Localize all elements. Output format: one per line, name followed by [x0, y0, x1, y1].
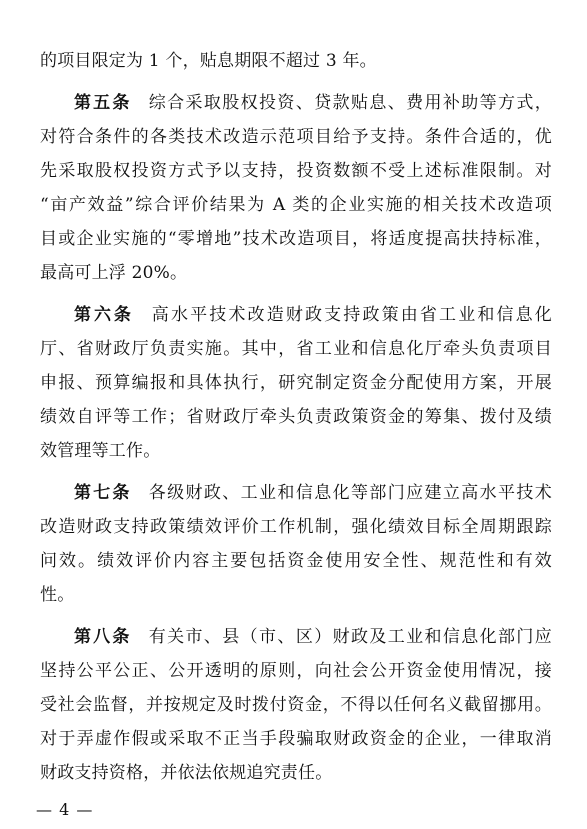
line-text: 财政支持资格，并依法依规追究责任。 — [40, 763, 333, 783]
page-number: — 4 — — [36, 800, 94, 819]
paragraph-line — [40, 51, 552, 71]
article-7-heading-line — [74, 483, 552, 503]
article-title: 第六条 — [74, 305, 134, 325]
paragraph-line — [40, 407, 552, 427]
line-text: 的项目限定为 1 个，贴息期限不超过 3 年。 — [40, 51, 377, 71]
line-text: 坚持公平公正、公开透明的原则，向社会公开资金使用情况，接 — [40, 661, 552, 681]
line-text: “亩产效益”综合评价结果为 A 类的企业实施的相关技术改造项 — [40, 195, 552, 215]
paragraph-line — [40, 229, 552, 249]
line-text: 先采取股权投资方式予以支持，投资数额不受上述标准限制。对 — [40, 161, 552, 181]
article-title: 第五条 — [74, 93, 132, 113]
line-text: 对于弄虚作假或采取不正当手段骗取财政资金的企业，一律取消 — [40, 729, 552, 749]
line-text: 有关市、县（市、区）财政及工业和信息化部门应 — [147, 627, 553, 647]
paragraph-line — [40, 441, 552, 461]
paragraph-line — [40, 127, 552, 147]
article-title: 第七条 — [74, 483, 132, 503]
paragraph-line — [40, 661, 552, 681]
line-text: 受社会监督，并按规定及时拨付资金，不得以任何名义截留挪用。 — [40, 695, 552, 715]
paragraph-line — [40, 161, 552, 181]
paragraph-line — [40, 551, 552, 571]
article-6-heading-line — [74, 305, 552, 325]
paragraph-line — [40, 263, 552, 283]
paragraph-line — [40, 195, 552, 215]
paragraph-line — [40, 585, 552, 605]
line-text: 问效。绩效评价内容主要包括资金使用安全性、规范性和有效 — [40, 551, 552, 571]
line-text: 综合采取股权投资、贷款贴息、费用补助等方式， — [147, 93, 553, 113]
line-text: 效管理等工作。 — [40, 441, 161, 461]
article-8-heading-line — [74, 627, 552, 647]
line-text: 性。 — [40, 585, 75, 605]
line-text: 厅、省财政厅负责实施。其中，省工业和信息化厅牵头负责项目 — [40, 339, 552, 359]
paragraph-line — [40, 695, 552, 715]
line-text: 对符合条件的各类技术改造示范项目给予支持。条件合适的，优 — [40, 127, 552, 147]
paragraph-line — [40, 729, 552, 749]
paragraph-line — [40, 517, 552, 537]
paragraph-line — [40, 339, 552, 359]
paragraph-line — [40, 763, 552, 783]
article-5-heading-line — [74, 93, 552, 113]
line-text: 改造财政支持政策绩效评价工作机制，强化绩效目标全周期跟踪 — [40, 517, 552, 537]
line-text: 申报、预算编报和具体执行，研究制定资金分配使用方案，开展 — [40, 373, 552, 393]
line-text: 最高可上浮 20%。 — [40, 263, 188, 283]
line-text: 高水平技术改造财政支持政策由省工业和信息化 — [149, 305, 553, 325]
line-text: 目或企业实施的“零增地”技术改造项目，将适度提高扶持标准， — [40, 229, 552, 249]
line-text: 各级财政、工业和信息化等部门应建立高水平技术 — [147, 483, 553, 503]
article-title: 第八条 — [74, 627, 132, 647]
paragraph-line — [40, 373, 552, 393]
line-text: 绩效自评等工作；省财政厅牵头负责政策资金的筹集、拨付及绩 — [40, 407, 552, 427]
